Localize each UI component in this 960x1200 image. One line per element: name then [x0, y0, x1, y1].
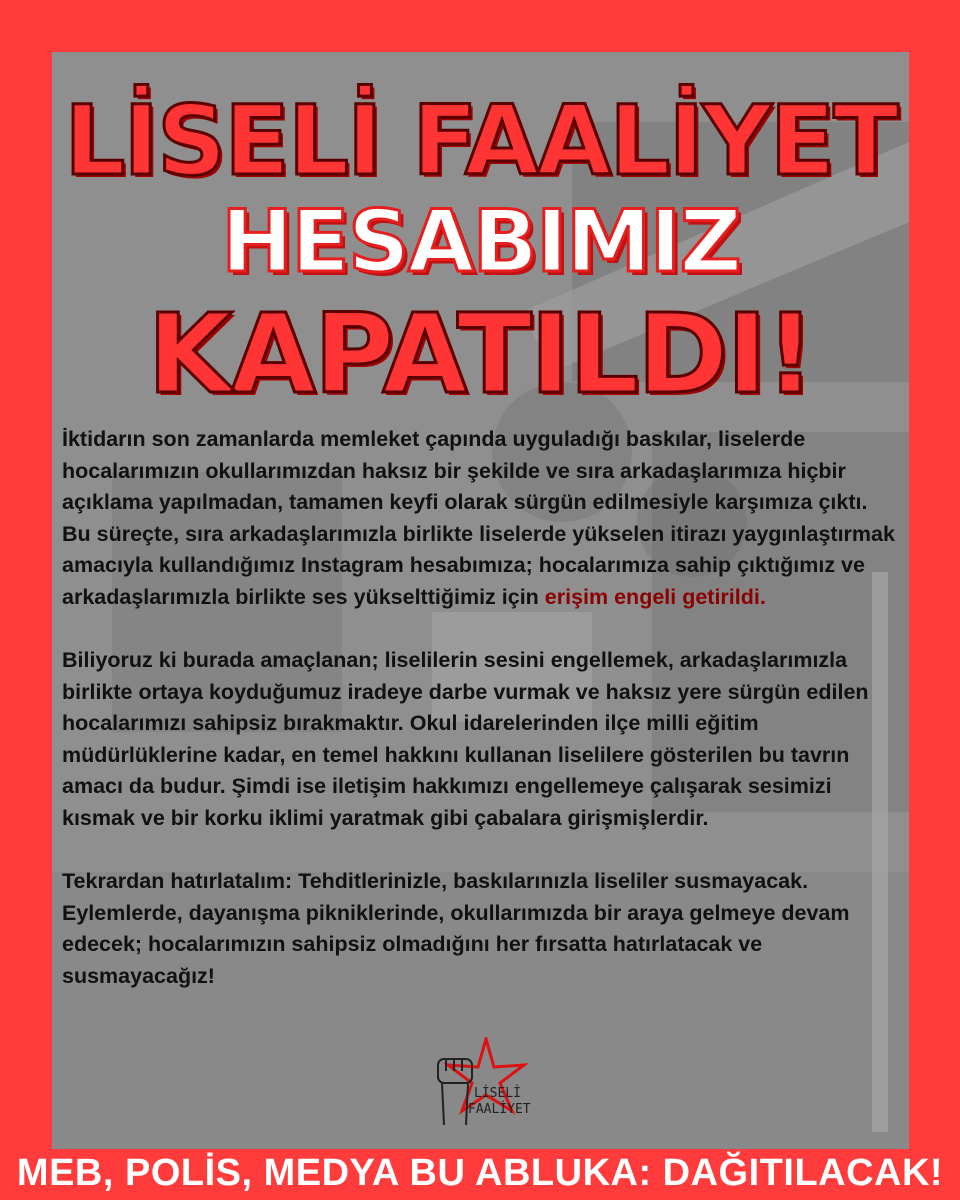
paragraph-2: Biliyoruz ki burada amaçlanan; liselilerin sesini engellemek, arkadaşlarımızla birlikte ortaya koyduğumuz iradeye darbe vurmak ve haksız yere sürgün edilen hocalarımızı sahipsiz bırakmaktır. Okul idarelerinden ilçe milli eğitim müdürlüklerine kadar, en temel hakkını kullanan liselilere gösterilen bu tavrın amacı da budur. Şimdi ise iletişim hakkımızı engellemeye çalışarak sesimizi kısmak ve bir korku iklimi yaratmak gibi çabalara girişmişlerdir.	[62, 648, 869, 830]
logo-text-line-1: LİSELİ	[474, 1086, 521, 1101]
headline-line-1: LİSELİ FAALİYET	[64, 85, 897, 197]
headline-line-3: KAPATILDI!	[147, 290, 814, 418]
content-panel	[52, 52, 909, 1149]
paragraph-3: Tekrardan hatırlatalım: Tehditlerinizle, baskılarınızla liseliler susmayacak. Eylemlerde, dayanışma pikniklerinde, okullarımızda bir araya gelmeye devam edecek; hocalarımızın sahipsiz olmadığını her fırsatta hatırlatacak ve susmayacağız!	[62, 869, 850, 988]
access-ban-highlight: erişim engeli getirildi.	[544, 584, 766, 609]
footer-slogan: MEB, POLİS, MEDYA BU ABLUKA: DAĞITILACAK!	[16, 1152, 944, 1194]
headline-line-2: HESABIMIZ	[221, 192, 740, 292]
paragraph-1	[62, 424, 902, 613]
logo-text-line-2: FAALİYET	[468, 1102, 531, 1117]
liseli-faaliyet-logo	[424, 1037, 534, 1129]
paragraph-1-text: İktidarın son zamanlarda memleket çapında uyguladığı baskılar, liselerde hocalarımızın okullarımızdan haksız bir şekilde ve sıra arkadaşlarımıza hiçbir açıklama yapılmadan, tamamen keyfi olarak sürgün edilmesiyle karşımıza çıktı. Bu süreçte, sıra arkadaşlarımızla birlikte liselerde yükselen itirazı yaygınlaştırmak amacıyla kullandığımız Instagram hesabımıza; hocalarımıza sahip çıktığımız ve arkadaşlarımızla birlikte ses yükselttiğimiz için	[62, 427, 895, 609]
raised-fist-icon	[438, 1059, 472, 1125]
statement-text	[62, 424, 902, 1024]
